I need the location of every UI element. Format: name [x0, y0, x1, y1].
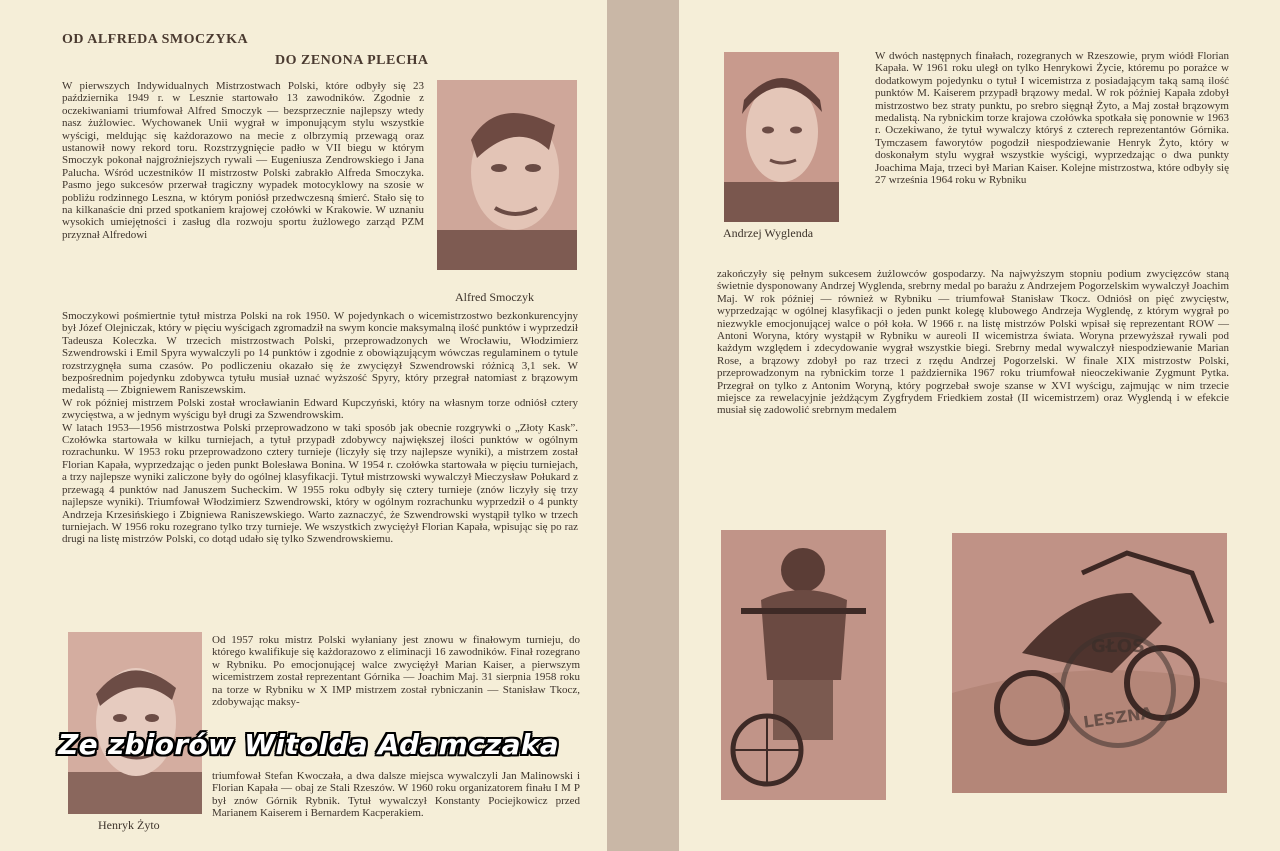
collection-credit-overlay: Ze zbiorów Witolda Adamczaka — [58, 728, 559, 761]
photo-rider-on-motorcycle — [721, 530, 886, 800]
left-column-paragraph-3-end: triumfował Stefan Kwoczała, a dwa dalsze miejsca wywalczyli Jan Malinowski i Florian Kapała — obaj ze Stali Rzeszów. W 1960 roku organizatorem finału I M P był znów Górnik Rybnik. Tytuł wywalczył Konstanty Pociejkowicz przed Marianem Kaiserem i Bernardem Kacperakiem. — [212, 770, 583, 820]
page-gutter — [607, 0, 679, 851]
left-column-paragraph-2: Smoczykowi pośmiertnie tytuł mistrza Polski na rok 1950. W pojedynkach o wicemistrzostwo bezkonkurencyjny był Józef Olejniczak, który w pięciu wyścigach zgromadził na swym koncie maksymalną ilość punktów i wyprzedził Tadeusza Koleczka. W trzecich mistrzostwach Polski, przeprowadzonych we Wrocławiu, Włodzimierz Szwendrowski i Emil Spyra wywalczyli po 14 punktów i zgodnie z obowiązującym wówczas regulaminem o tytule rozstrzygnęła suma czasów. Po podliczeniu okazało się że zwycięzył Szwendrowski różnicą 3,1 sek. W bezpośrednim pojedynku zdobywca tytułu musiał uznać wyższość Spyry, który przegrał natomiast z brązowym medalistą — Zbigniewem Raniszewskim. W rok później mistrzem Polski został wrocławianin Edward Kupczyński, który na własnym torze odniósł cztery zwycięstwa, a w jednym wyścigu był drugi za Szwendrowskim. W latach 1953—1956 mistrzostwa Polski przeprowadzono w taki sposób jak obecnie rozgrywki o „Złoty Kask”. Czołówka startowała w kilku turniejach, a tytuł przypadł zdobywcy największej ilości punktów w ogólnym rozrachunku. W 1953 roku przeprowadzono cztery turnieje (liczyły się trzy najlepsze wyniki), a mistrzem został Florian Kapała, wyprzedzając o jeden punkt Bolesława Bonina. W 1954 r. czołówka startowała w pięciu turniejach, a trzy najlepsze wyniki zaliczone były do ogólnej klasyfikacji. Tytuł mistrzowski wywalczył Mieczysław Połukard z przewagą 4 punktów nad Januszem Sucheckim. W 1955 roku odbyły się cztery turnieje (znów liczyły się trzy najlepsze wyniki). Triumfował Włodzimierz Szwendrowski, który w ogólnym rozrachunku wyprzedził o 4 punkty Andrzeja Krzesińskiego i Zbigniewa Raniszewskiego. Warto zaznaczyć, że Szwendrowski wystąpił tylko w trzech turniejach. W 1956 roku rozegrano tylko trzy turnieje. We wszystkich zwyciężył Florian Kapała, wpisując się po raz drugi na listę mistrzów Polski, co dotąd udało się tylko Szwendrowskiemu. — [62, 310, 578, 546]
left-column-paragraph-1: W pierwszych Indywidualnych Mistrzostwach Polski, które odbyły się 23 października 1949 r. w Lesznie startowało 13 zawodników. Zgodnie z oczekiwaniami triumfował Alfred Smoczyk — bezsprzecznie najlepszy wtedy nasz żużlowiec. Wychowanek Unii wygrał w imponującym stylu wszystkie wyścigi, meldując się każdorazowo na mecie z olbrzymią przewagą oraz ustanowił nowy rekord toru. Rozstrzygnięcie padło w VII biegu w którym Smoczyk pokonał najgroźniejszych rywali — Eugeniusza Zendrowskiego i Jana Palucha. Wśród uczestników II mistrzostw Polski zabrakło Alfreda Smoczyka. Pasmo jego sukcesów przerwał tragiczny wypadek motocyklowy na szosie w pobliżu rodzinnego Leszna, w którym poniósł przedwczesną śmierć. Stało się to na kilkanaście dni przed spotkaniem krajowej czołówki w Krakowie. W uznaniu wysokich umiejętności i zasług dla rozwoju sportu żużlowego zarząd PZM przyznał Alfredowi — [62, 80, 427, 241]
left-page — [0, 0, 607, 851]
watermark-text-top: GŁOS — [1091, 636, 1145, 657]
photo-caption-henryk-zyto: Henryk Żyto — [98, 818, 160, 832]
article-heading-line1: OD ALFREDA SMOCZYKA — [62, 32, 249, 47]
right-column-paragraph-2: zakończyły się pełnym sukcesem żużlowców gospodarzy. Na najwyższym stopniu podium zwycięzców staną świetnie dysponowany Andrzej Wyglenda, srebrny medal po barażu z Andrzejem Pogorzelskim wywalczył Joachim Maj. W rok później — również w Rybniku — triumfował Stanisław Tkocz. Odniósł on pięć zwycięstw, wyprzedzając w ogólnej klasyfikacji o jeden punkt kolegę klubowego Andrzeja Wyglendę, z którym wygrał po niezwykle emocjonującej walce o pół koła. W 1966 r. na listę mistrzów Polski wpisał się reprezentant ROW — Antoni Woryna, który wystąpił w Rybniku w aureoli II wicemistrza świata. Woryna przewyższał rywali pod każdym względem i zdecydowanie wygrał wszystkie biegi. Srebrny medal wywalczył niespodziewanie Marian Rose, a brązowy zdobył po raz trzeci z rzędu Andrzej Pogorzelski. W finale XIX mistrzostw Polski, przeprowadzonym na rybnickim torze 1 października 1967 roku triumfował nieoczekiwanie Zygmunt Pytka. Przegrał on tylko z Antonim Woryną, który pogrzebał swoje szanse w XVI wyścigu, zajmując w nim trzecie miejsce za rewelacyjnie jeżdżącym Zygfrydem Friedkiem został (II wicemistrzem) oraz Wyglendą i w efekcie musiał się zadowolić srebrnym medalem — [717, 268, 1232, 417]
photo-caption-alfred-smoczyk: Alfred Smoczyk — [455, 290, 534, 304]
right-page — [679, 0, 1280, 851]
photo-alfred-smoczyk — [437, 80, 577, 270]
photo-caption-andrzej-wyglenda: Andrzej Wyglenda — [723, 226, 814, 240]
left-column-paragraph-3: Od 1957 roku mistrz Polski wyłaniany jest znowu w finałowym turnieju, do którego kwalifikuje się każdorazowo z eliminacji 16 zawodników. Finał rozegrano w Rybniku. Po emocjonującej walce zwyciężył Marian Kaiser, a pierwszym wicemistrzem został reprezentant Górnika — Joachim Maj. 31 sierpnia 1958 roku na torze w Rybniku w X IMP mistrzem został rybniczanin — Stanisław Tkocz, zdobywając maksy- — [212, 634, 583, 709]
watermark-text-bottom: LESZNA — [1082, 703, 1154, 732]
article-heading-line2: DO ZENONA PLECHA — [275, 53, 429, 68]
photo-andrzej-wyglenda — [724, 52, 839, 222]
right-column-paragraph-1: W dwóch następnych finałach, rozegranych w Rzeszowie, prym wiódł Florian Kapała. W 1961 roku uległ on tylko Henrykowi Życie, któremu po porażce w dodatkowym pojedynku o tytuł I wicemistrza z posiadającym taką samą ilość punktów M. Kaiserem przypadł brązowy medal. W rok później Kapała zdobył mistrzostwo bez straty punktu, po srebro sięgnął Żyto, a Maj został brązowym medalistą. Na rybnickim torze krajowa czołówka spotkała się ponownie w 1963 r. Oczekiwano, że tytuł wywalczy któryś z czterech reprezentantów Górnika. Tymczasem faworytów pogodził niespodziewanie Henryk Żyto, który w doskonałym stylu wygrał wszystkie wyścigi, wyprzedzając o dwa punkty Joachima Maja, trzeci był Marian Kaiser. Kolejne mistrzostwa, które odbyły się 27 września 1964 roku w Rybniku — [875, 50, 1232, 187]
photo-henryk-zyto — [68, 632, 202, 814]
